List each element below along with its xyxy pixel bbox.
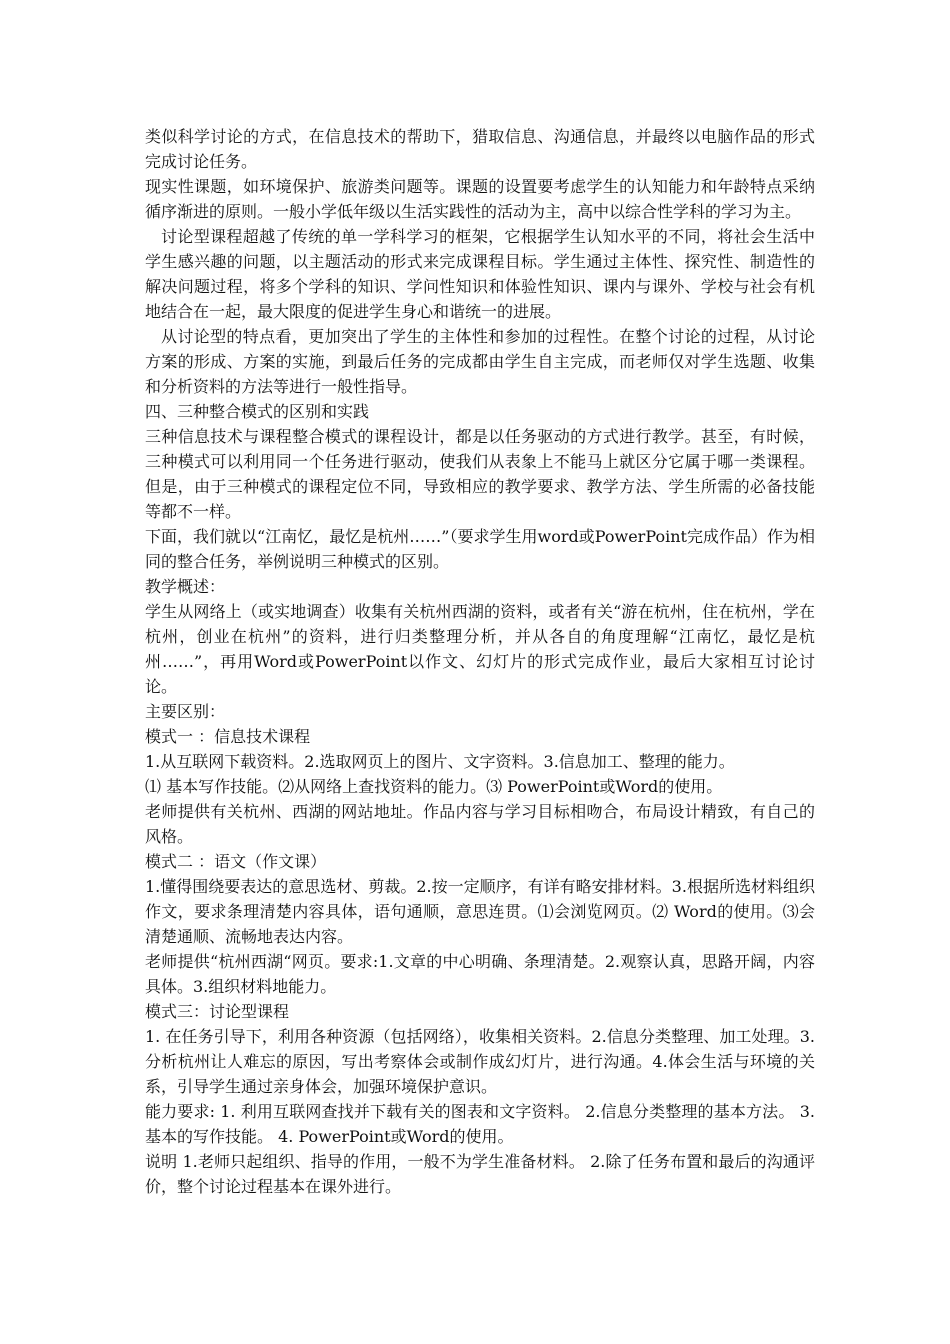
paragraph-three-models-design: 三种信息技术与课程整合模式的课程设计，都是以任务驱动的方式进行教学。甚至，有时候，三种模式可以利用同一个任务进行驱动，使我们从表象上不能马上就区分它属于哪一类课程。但是，由于三种模式的课程定位不同，导致相应的教学要求、教学方法、学生所需的必备技能等都不一样。 (145, 427, 815, 521)
paragraph-discussion-method: 类似科学讨论的方式，在信息技术的帮助下，猎取信息、沟通信息，并最终以电脑作品的形式完成讨论任务。 (145, 127, 815, 171)
model-one-skills: ⑴ 基本写作技能。⑵从网络上查找资料的能力。⑶ PowerPoint或Word的使用。 (145, 777, 723, 796)
paragraph-discussion-features: 从讨论型的特点看，更加突出了学生的主体性和参加的过程性。在整个讨论的过程，从讨论方案的形成、方案的实施，到最后任务的完成都由学生自主完成，而老师仅对学生选题、收集和分析资料的方法等进行一般性指导。 (145, 327, 815, 396)
label-teaching-overview: 教学概述： (145, 577, 226, 596)
document-page (145, 124, 815, 1199)
paragraph-discussion-course-overview: 讨论型课程超越了传统的单一学科学习的框架，它根据学生认知水平的不同，将社会生活中学生感兴趣的问题，以主题活动的形式来完成课程目标。学生通过主体性、探究性、制造性的解决问题过程，将多个学科的知识、学问性知识和体验性知识、课内与课外、学校与社会有机地结合在一起，最大限度的促进学生身心和谐统一的进展。 (145, 227, 815, 321)
label-main-differences: 主要区别： (145, 702, 226, 721)
heading-model-one: 模式一 ：信息技术课程 (145, 727, 311, 746)
paragraph-realistic-topics: 现实性课题，如环境保护、旅游类问题等。课题的设置要考虑学生的认知能力和年龄特点采纳循序渐进的原则。一般小学低年级以生活实践性的活动为主，高中以综合性学科的学习为主。 (145, 177, 815, 221)
heading-model-three: 模式三：讨论型课程 (145, 1002, 290, 1021)
heading-model-two: 模式二 ：语文（作文课） (145, 852, 327, 871)
model-three-notes: 说明 1.老师只起组织、指导的作用，一般不为学生准备材料。 2.除了任务布置和最后的沟通评价，整个讨论过程基本在课外进行。 (145, 1152, 815, 1196)
section-heading-four: 四、三种整合模式的区别和实践 (145, 402, 370, 421)
model-two-teacher-role: 老师提供“杭州西湖“网页。要求:1.文章的中心明确、条理清楚。2.观察认真，思路开阔，内容具体。3.组织材料地能力。 (145, 952, 815, 996)
model-three-goals: 1. 在任务引导下，利用各种资源（包括网络），收集相关资料。2.信息分类整理、加工处理。3.分析杭州让人难忘的原因，写出考察体会或制作成幻灯片，进行沟通。4.体会生活与环境的关系，引导学生通过亲身体会，加强环境保护意识。 (145, 1027, 815, 1096)
model-two-goals: 1.懂得围绕要表达的意思选材、剪裁。2.按一定顺序，有详有略安排材料。3.根据所选材料组织作文，要求条理清楚内容具体，语句通顺，意思连贯。⑴会浏览网页。⑵ Word的使用。⑶会清楚通顺、流畅地表达内容。 (145, 877, 815, 946)
model-one-goals: 1.从互联网下载资料。2.选取网页上的图片、文字资料。3.信息加工、整理的能力。 (145, 752, 735, 771)
paragraph-teaching-overview: 学生从网络上（或实地调查）收集有关杭州西湖的资料，或者有关“游在杭州，住在杭州，学在杭州，创业在杭州”的资料，进行归类整理分析，并从各自的角度理解“江南忆，最忆是杭州……”，再用Word或PowerPoint以作文、幻灯片的形式完成作业，最后大家相互讨论讨论。 (145, 602, 815, 696)
model-one-teacher-role: 老师提供有关杭州、西湖的网站地址。作品内容与学习目标相吻合，布局设计精致，有自己的风格。 (145, 802, 815, 846)
paragraph-example-intro: 下面，我们就以“江南忆，最忆是杭州……”（要求学生用word或PowerPoint完成作品）作为相同的整合任务，举例说明三种模式的区别。 (145, 527, 815, 571)
model-three-skills: 能力要求: 1. 利用互联网查找并下载有关的图表和文字资料。 2.信息分类整理的基本方法。 3.基本的写作技能。 4. PowerPoint或Word的使用。 (145, 1102, 815, 1146)
